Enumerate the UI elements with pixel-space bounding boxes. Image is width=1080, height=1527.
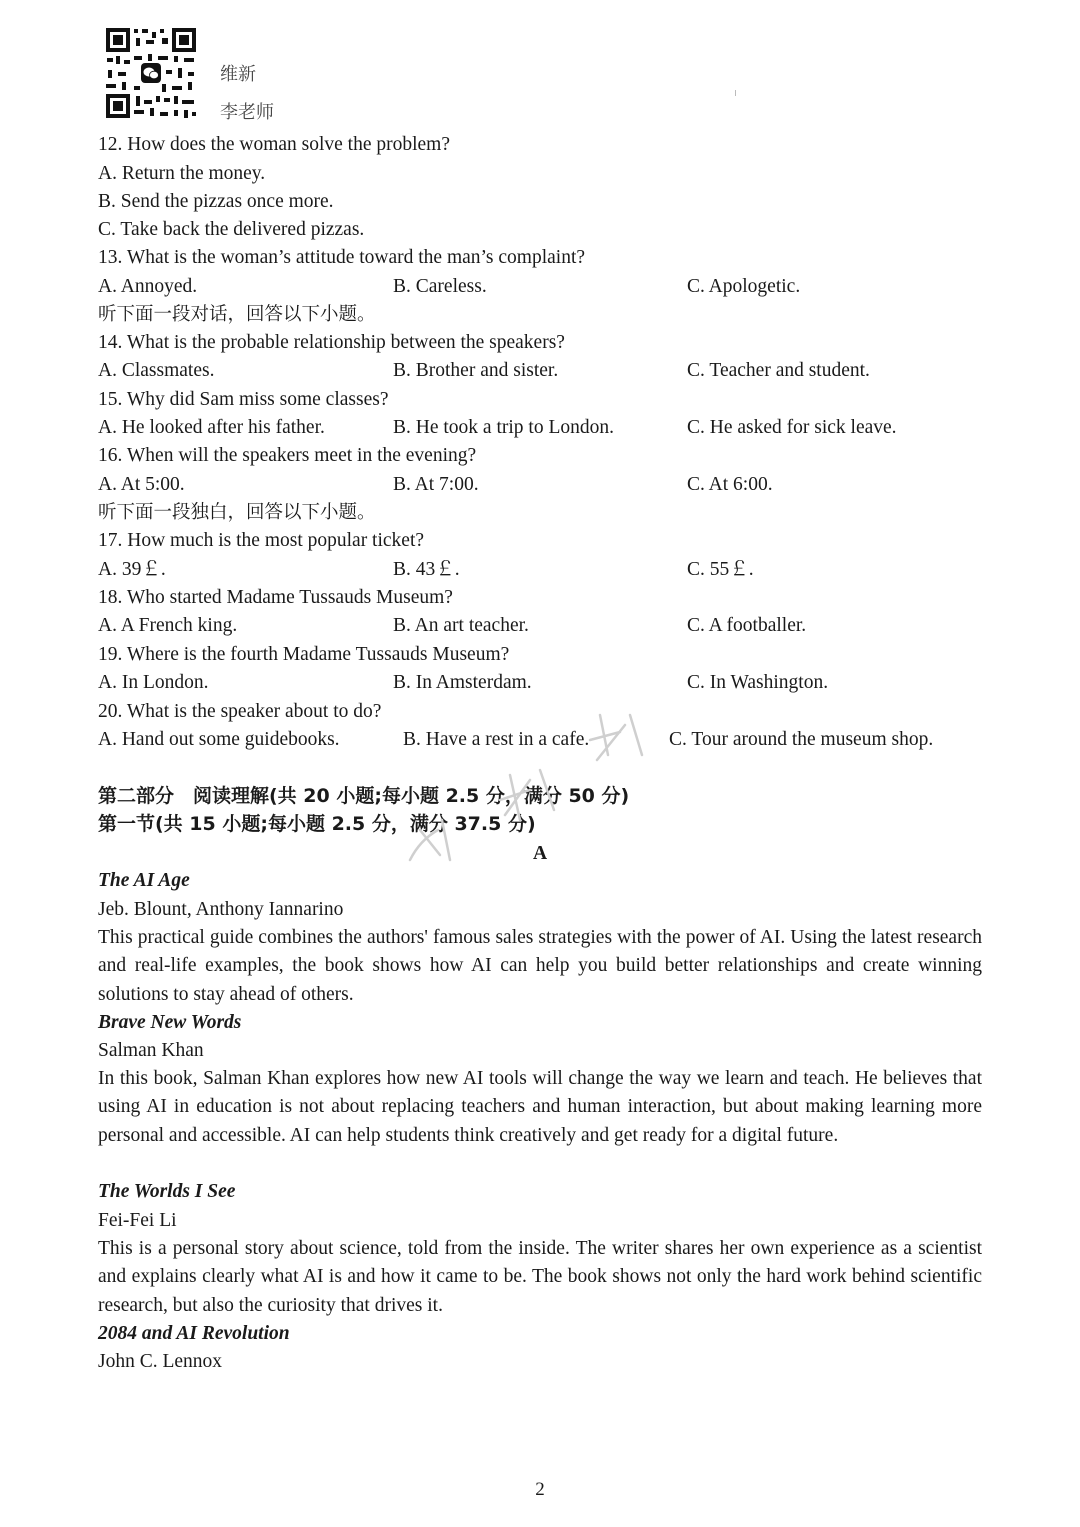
option-16c: C. At 6:00. — [687, 474, 773, 495]
header-name-line-2: 李老师 — [220, 102, 274, 123]
book-title-3: The Worlds I See — [98, 1181, 236, 1202]
option-15c: C. He asked for sick leave. — [687, 417, 897, 438]
question-18: 18. Who started Madame Tussauds Museum? — [98, 587, 453, 608]
book-title-1: The AI Age — [98, 870, 190, 891]
option-19b: B. In Amsterdam. — [393, 672, 532, 693]
section-one-title: 第一节(共 15 小题;每小题 2.5 分，满分 37.5 分) — [98, 813, 536, 835]
book-author-4: John C. Lennox — [98, 1351, 223, 1372]
book-desc-3: This is a personal story about science, told from the inside. The writer shares her own experience as a scientist and explains clearly what AI is and how it came to be. The book shows not only the hard work behind scientific research, but also the curiosity that drives it. — [98, 1238, 982, 1316]
question-13: 13. What is the woman’s attitude toward the man’s complaint? — [98, 247, 586, 268]
option-17b: B. 43￡. — [393, 559, 460, 580]
option-12c: C. Take back the delivered pizzas. — [98, 219, 365, 240]
passage-label: A — [532, 843, 548, 864]
option-14c: C. Teacher and student. — [687, 360, 870, 381]
option-20c: C. Tour around the museum shop. — [669, 729, 934, 750]
option-17a: A. 39￡. — [98, 559, 166, 580]
option-18b: B. An art teacher. — [393, 615, 529, 636]
option-15b: B. He took a trip to London. — [393, 417, 614, 438]
page-number: 2 — [535, 1479, 545, 1500]
question-20: 20. What is the speaker about to do? — [98, 701, 382, 722]
option-19c: C. In Washington. — [687, 672, 829, 693]
option-15a: A. He looked after his father. — [98, 417, 325, 438]
option-13a: A. Annoyed. — [98, 276, 198, 297]
option-17c: C. 55￡. — [687, 559, 754, 580]
question-17: 17. How much is the most popular ticket? — [98, 530, 425, 551]
option-13b: B. Careless. — [393, 276, 487, 297]
option-20a: A. Hand out some guidebooks. — [98, 729, 340, 750]
question-19: 19. Where is the fourth Madame Tussauds Museum? — [98, 644, 510, 665]
question-16: 16. When will the speakers meet in the evening? — [98, 445, 477, 466]
book-author-1: Jeb. Blount, Anthony Iannarino — [98, 899, 344, 920]
option-13c: C. Apologetic. — [687, 276, 801, 297]
book-title-2: Brave New Words — [98, 1012, 242, 1033]
question-14: 14. What is the probable relationship between the speakers? — [98, 332, 565, 353]
option-18a: A. A French king. — [98, 615, 238, 636]
option-14b: B. Brother and sister. — [393, 360, 559, 381]
instruction-monologue: 听下面一段独白，回答以下小题。 — [98, 502, 376, 523]
stray-mark — [735, 90, 736, 96]
question-12: 12. How does the woman solve the problem? — [98, 134, 451, 155]
book-author-3: Fei-Fei Li — [98, 1210, 177, 1231]
book-title-4: 2084 and AI Revolution — [98, 1323, 290, 1344]
option-16a: A. At 5:00. — [98, 474, 185, 495]
part-two-title: 第二部分 阅读理解(共 20 小题;每小题 2.5 分，满分 50 分) — [98, 785, 630, 807]
qr-code-icon — [104, 26, 198, 120]
option-12b: B. Send the pizzas once more. — [98, 191, 334, 212]
header-name-line-1: 维新 — [220, 64, 256, 85]
option-18c: C. A footballer. — [687, 615, 807, 636]
book-desc-2: In this book, Salman Khan explores how new AI tools will change the way we learn and teach. He believes that using AI in education is not about replacing teachers and human interaction, but about making learning more personal and accessible. AI can help students think creatively and get ready for a digital future. — [98, 1068, 982, 1146]
option-20b: B. Have a rest in a cafe. — [403, 729, 590, 750]
option-19a: A. In London. — [98, 672, 209, 693]
book-desc-1: This practical guide combines the authors' famous sales strategies with the power of AI. Using the latest research and real-life examples, the book shows how AI can help you build better relationships and create winning solutions to stay ahead of others. — [98, 927, 982, 1005]
option-14a: A. Classmates. — [98, 360, 215, 381]
question-15: 15. Why did Sam miss some classes? — [98, 389, 389, 410]
option-12a: A. Return the money. — [98, 163, 266, 184]
book-author-2: Salman Khan — [98, 1040, 204, 1061]
instruction-dialogue: 听下面一段对话，回答以下小题。 — [98, 304, 376, 325]
option-16b: B. At 7:00. — [393, 474, 479, 495]
